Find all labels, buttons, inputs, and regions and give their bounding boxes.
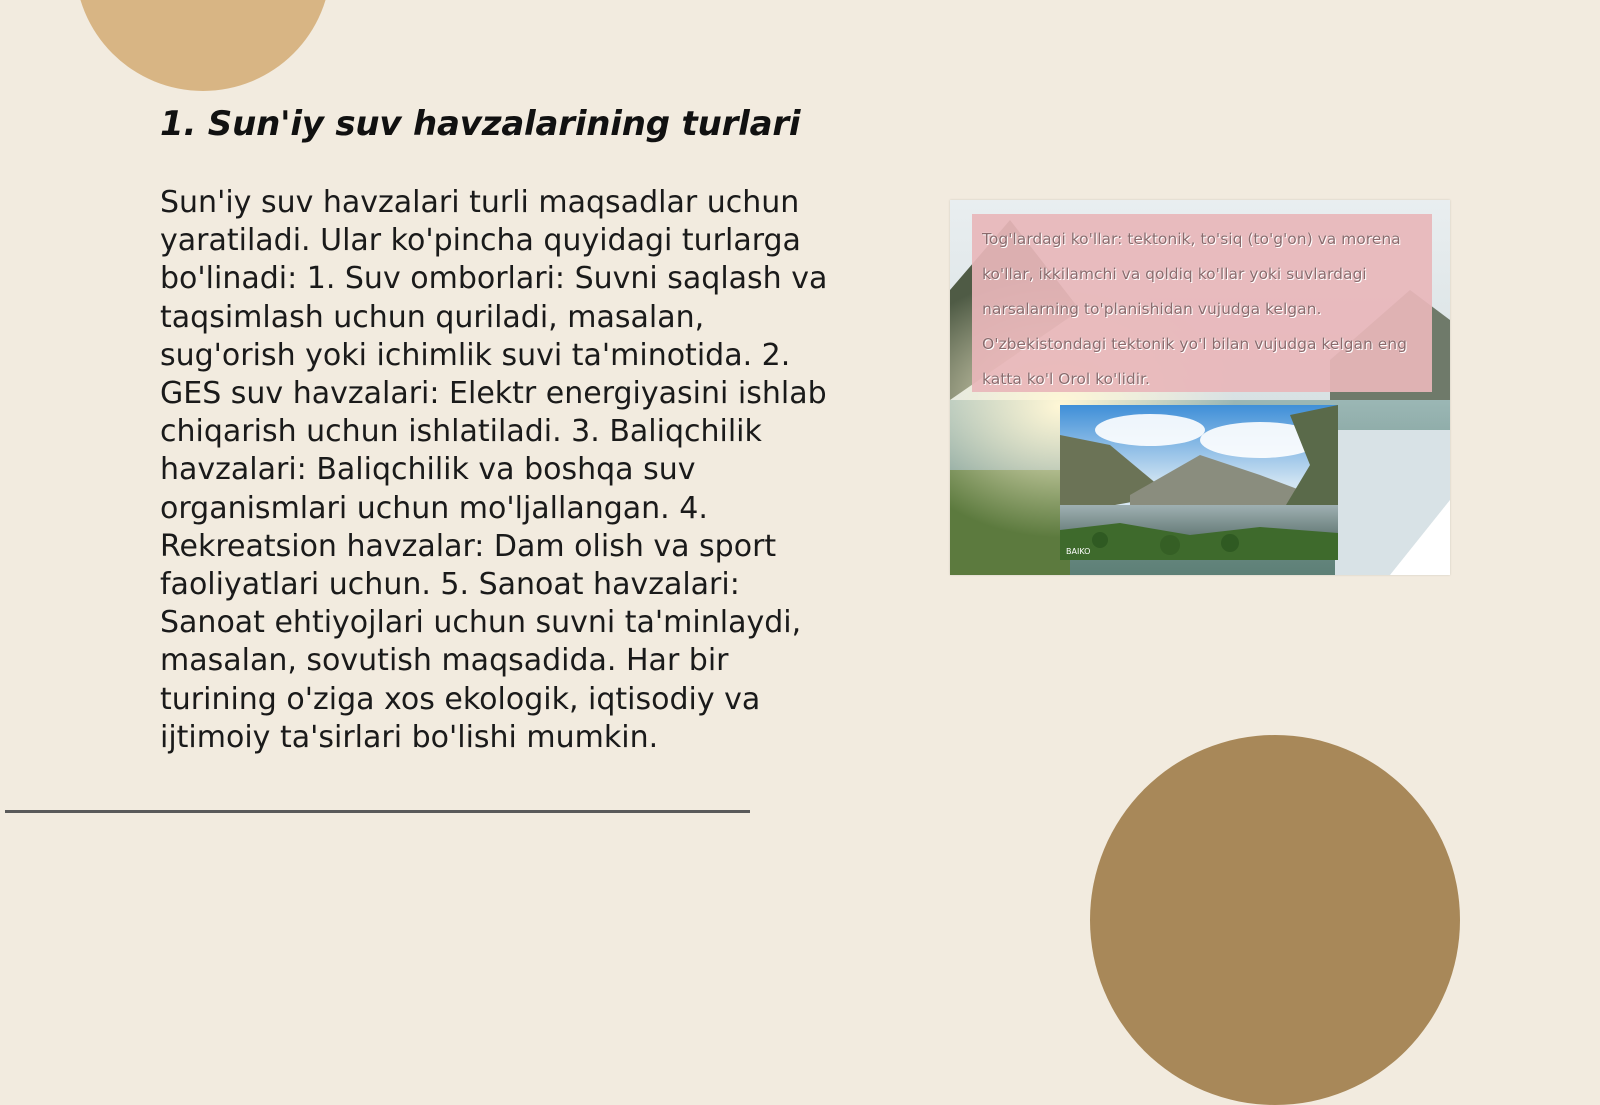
slide-image [950,200,1450,575]
slide-body-text: Sun'iy suv havzalari turli maqsadlar uchun yaratiladi. Ular ko'pincha quyidagi turlarga bo'linadi: 1. Suv omborlari: Suvni saqlash va taqsimlash uchun quriladi, masalan, sug'orish yoki ichimlik suvi ta'minotida. 2. GES suv havzalari: Elektr energiyasini ishlab chiqarish uchun ishlatiladi. 3. Baliqchilik havzalari: Baliqchilik va boshqa suv organismlari uchun mo'ljallangan. 4. Rekreatsion havzalar: Dam olish va sport faoliyatlari uchun. 5. Sanoat havzalari: Sanoat ehtiyojlari uchun suvni ta'minlaydi, masalan, sovutish maqsadida. Har bir turining o'ziga xos ekologik, iqtisodiy va ijtimoiy ta'sirlari bo'lishi mumkin. [160,185,828,755]
image-caption-overlay: Tog'lardagi ko'llar: tektonik, to'siq (to'g'on) va morena ko'llar, ikkilamchi va qoldiq ko'llar yoki suvlardagi narsalarning to'planishidan vujudga kelgan. O'zbekistondagi tektonik yo'l bilan vujudga kelgan eng katta ko'l Orol ko'lidir. [972,214,1432,392]
slide-title: 1. Sun'iy suv havzalarining turlari [160,104,801,144]
decorative-circle-bottom [1090,735,1460,1105]
divider-line [5,810,750,813]
decorative-circle-top [75,0,331,91]
image-logo: BAIKO [1066,547,1091,556]
mountain-lake-photo [1060,405,1338,560]
mountain-lake-illustration [1060,405,1338,560]
